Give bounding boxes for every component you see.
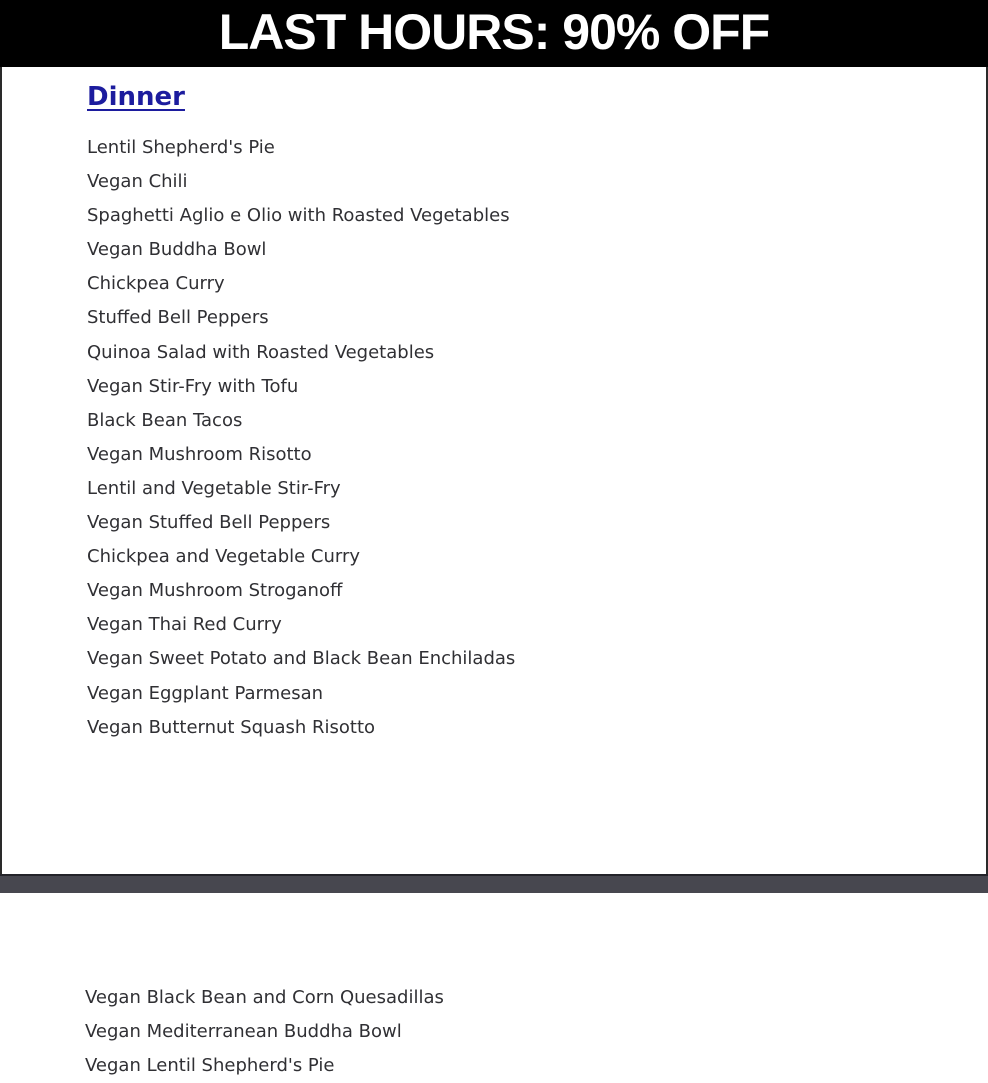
menu-item: Spaghetti Aglio e Olio with Roasted Vegetables — [87, 205, 510, 227]
menu-page-bottom — [0, 893, 988, 1083]
menu-item: Vegan Mushroom Risotto — [87, 443, 312, 465]
section-divider — [0, 874, 988, 893]
menu-item: Vegan Stuffed Bell Peppers — [87, 512, 331, 534]
menu-section-heading — [2, 67, 986, 112]
menu-item: Chickpea Curry — [87, 273, 225, 295]
promo-banner-text: LAST HOURS: 90% OFF — [218, 3, 770, 60]
menu-item: Vegan Mushroom Stroganoff — [87, 580, 343, 602]
promo-banner — [0, 0, 988, 67]
menu-item: Lentil Shepherd's Pie — [87, 137, 275, 158]
dinner-menu-list — [2, 112, 986, 745]
menu-item: Vegan Chili — [87, 171, 188, 193]
menu-item: Vegan Butternut Squash Risotto — [87, 716, 376, 738]
menu-item: Vegan Thai Red Curry — [87, 614, 282, 636]
menu-item: Vegan Black Bean and Corn Quesadillas — [85, 986, 444, 1008]
menu-item: Vegan Sweet Potato and Black Bean Enchiladas — [87, 648, 516, 670]
menu-item: Vegan Eggplant Parmesan — [87, 682, 324, 704]
menu-item: Vegan Stir-Fry with Tofu — [87, 375, 299, 397]
menu-item: Chickpea and Vegetable Curry — [87, 546, 361, 568]
dinner-menu-list-continued — [0, 893, 988, 1083]
menu-item: Stuffed Bell Peppers — [87, 307, 269, 329]
menu-item: Vegan Lentil Shepherd's Pie — [85, 1054, 335, 1076]
menu-item: Vegan Buddha Bowl — [87, 239, 267, 261]
menu-page-top — [0, 67, 988, 874]
dinner-heading-link[interactable]: Dinner — [87, 82, 185, 112]
menu-item: Quinoa Salad with Roasted Vegetables — [87, 341, 435, 363]
menu-item: Lentil and Vegetable Stir-Fry — [87, 477, 341, 499]
menu-item: Vegan Mediterranean Buddha Bowl — [85, 1020, 402, 1042]
menu-item: Black Bean Tacos — [87, 409, 243, 431]
